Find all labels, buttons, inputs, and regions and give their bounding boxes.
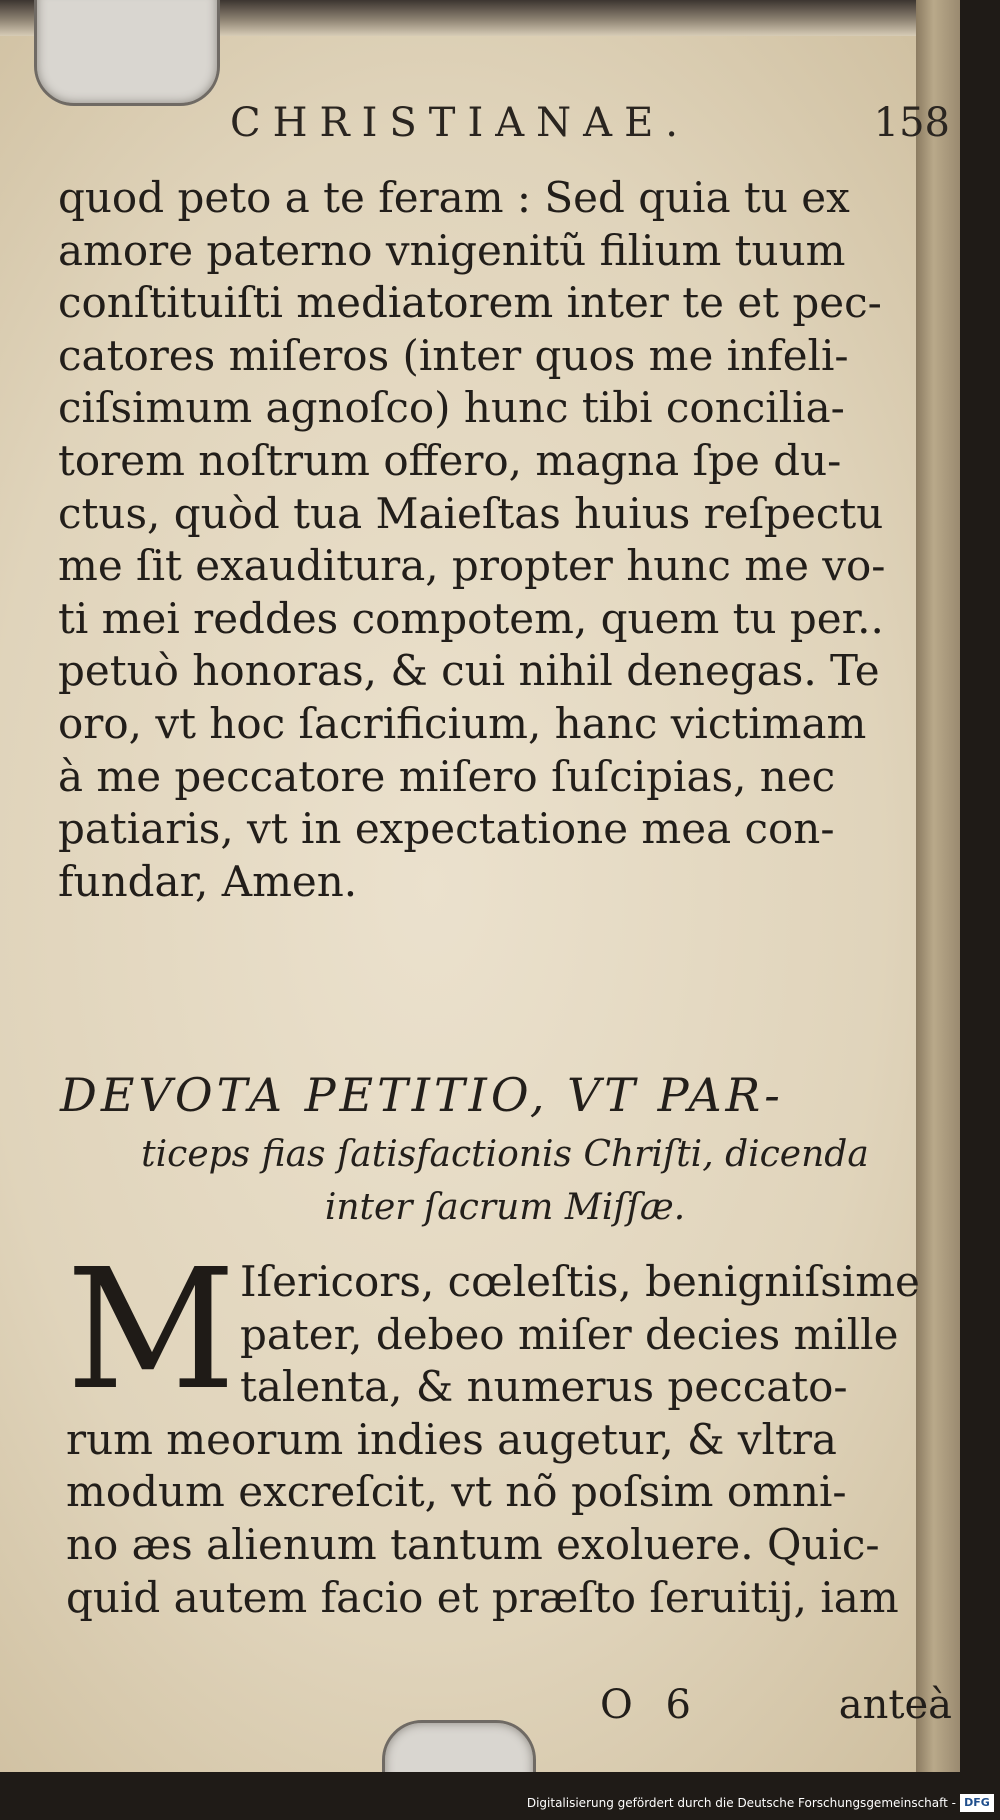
text-line: no æs alienum tantum exoluere. Quic- [66,1519,880,1569]
text-line: conſtituiſti mediatorem inter te et pec- [58,278,882,328]
heading-line-3: inter ſacrum Miſſæ. [324,1187,686,1228]
heading-line-1: DEVOTA PETITIO, VT PAR- [60,1068,784,1122]
text-line: modum excreſcit, vt nõ poſsim omni- [66,1467,847,1517]
signature-mark: O 6 [600,1682,701,1728]
text-line: Iſericors, cœleſtis, benigniſsime [240,1257,920,1306]
paragraph-1 [58,172,956,908]
text-line: catores miſeros (inter quos me infeli- [58,330,849,380]
top-clasp [34,0,220,106]
text-line: pater, debeo miſer decies mille [240,1309,899,1359]
text-line: torem noſtrum offero, magna ſpe du- [58,435,842,485]
text-line: fundar, Amen. [58,856,358,906]
text-line: rum meorum indies augetur, & vltra [66,1414,837,1464]
paragraph-2 [66,1234,956,1624]
text-line: talenta, & numerus peccato- [240,1362,848,1412]
heading-line-2: ticeps fias ſatisfactionis Chriſti, dicenda [141,1134,869,1175]
text-line: à me peccatore miſero ſuſcipias, nec [58,751,836,801]
text-line: quod peto a te feram : Sed quia tu ex [58,173,850,222]
drop-cap: M [66,1234,236,1427]
text-line: me ſit exauditura, propter hunc me vo- [58,541,886,591]
text-line: patiaris, vt in expectatione mea con- [58,804,835,854]
text-line: ctus, quòd tua Maieſtas huius reſpectu [58,488,884,538]
text-line: amore paterno vnigenitũ filium tuum [58,225,846,275]
text-line: quid autem facio et præſto ſeruitij, iam [66,1572,899,1622]
text-line: oro, vt hoc ſacrificium, hanc victimam [58,698,867,748]
dfg-logo: DFG [960,1794,994,1812]
digitization-credit: Digitalisierung gefördert durch die Deutsche Forschungsgemeinschaft - [526,1796,956,1810]
text-line: ti mei reddes compotem, quem tu per.. [58,593,884,643]
page-header [230,100,950,150]
text-line: petuò honoras, & cui nihil denegas. Te [58,646,880,696]
catchword: anteà [838,1682,952,1728]
text-line: ciſsimum agnoſco) hunc tibi concilia- [58,383,845,433]
bottom-clasp [382,1720,536,1772]
section-heading [60,1068,950,1228]
running-head: CHRISTIANAE. [230,100,690,146]
page-number: 158 [873,100,950,146]
